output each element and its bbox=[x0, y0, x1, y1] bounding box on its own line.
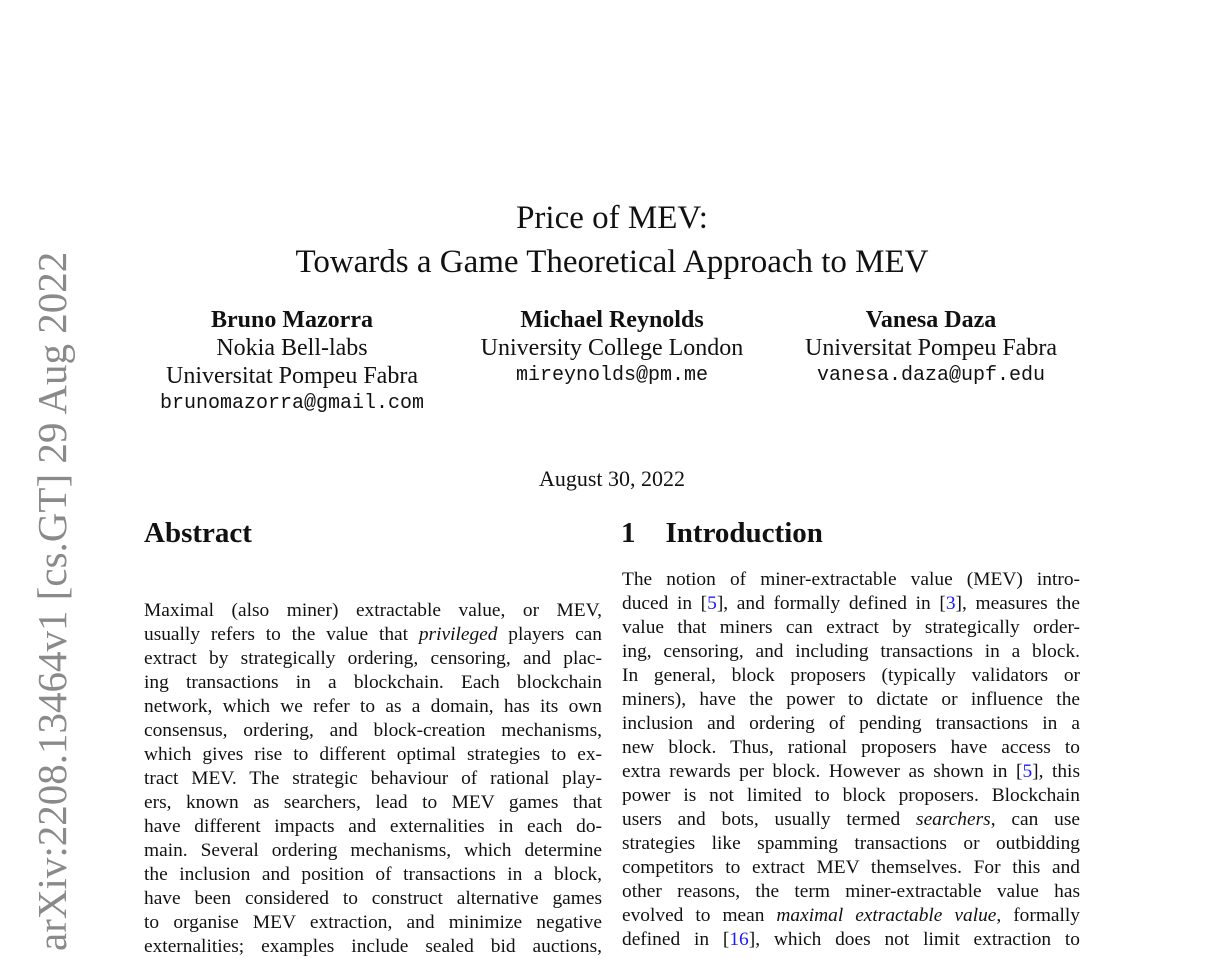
body-text-line: miners), have the power to dictate or influence the bbox=[622, 689, 1080, 710]
body-text-line: competitors to extract MEV themselves. For this and bbox=[622, 857, 1080, 878]
body-text-line: defined in [16], which does not limit extraction to bbox=[622, 929, 1080, 950]
body-text-line: strategies like spamming transactions or outbidding bbox=[622, 833, 1080, 854]
publication-date: August 30, 2022 bbox=[538, 466, 686, 491]
author-block-3 bbox=[781, 306, 1081, 390]
introduction-heading bbox=[621, 515, 823, 551]
author-name: Bruno Mazorra bbox=[211, 307, 373, 333]
author-email[interactable]: vanesa.daza@upf.edu bbox=[816, 364, 1046, 387]
body-text-line: ers, known as searchers, lead to MEV games that bbox=[144, 792, 602, 813]
body-text-line: extra rewards per block. However as shown in [5], this bbox=[622, 761, 1080, 782]
paper-title-line-1: Price of MEV: bbox=[516, 200, 708, 236]
author-affiliation: Nokia Bell-labs bbox=[216, 335, 368, 361]
body-text-line: consensus, ordering, and block-creation mechanisms, bbox=[144, 720, 602, 741]
body-text-line: new block. Thus, rational proposers have access to bbox=[622, 737, 1080, 758]
abstract-heading: Abstract bbox=[144, 517, 252, 549]
body-text-line: inclusion and ordering of pending transactions in a bbox=[622, 713, 1080, 734]
author-name: Vanesa Daza bbox=[865, 307, 997, 333]
body-text-line: ing transactions in a blockchain. Each blockchain bbox=[144, 672, 602, 693]
abstract-body bbox=[144, 599, 602, 959]
body-text-line: power is not limited to block proposers. Blockchain bbox=[622, 785, 1080, 806]
body-text-line: users and bots, usually termed searchers, can use bbox=[622, 809, 1080, 830]
citation-link[interactable]: 3 bbox=[945, 593, 956, 614]
introduction-body bbox=[622, 568, 1080, 952]
body-text-line: tract MEV. The strategic behaviour of rational play- bbox=[144, 768, 602, 789]
author-affiliation: Universitat Pompeu Fabra bbox=[166, 363, 418, 389]
body-text-line: which gives rise to different optimal strategies to ex- bbox=[144, 744, 602, 765]
body-text-line: externalities; examples include sealed bid auctions, bbox=[144, 936, 602, 957]
author-name: Michael Reynolds bbox=[520, 307, 704, 333]
section-number: 1 bbox=[621, 517, 636, 549]
body-text-line: value that miners can extract by strategically order- bbox=[622, 617, 1080, 638]
body-text-line: the inclusion and position of transactions in a block, bbox=[144, 864, 602, 885]
author-email[interactable]: mireynolds@pm.me bbox=[515, 364, 709, 387]
body-text-line: In general, block proposers (typically validators or bbox=[622, 665, 1080, 686]
paper-title-line-2: Towards a Game Theoretical Approach to MEV bbox=[295, 244, 929, 280]
body-text-line: Maximal (also miner) extractable value, or MEV, bbox=[144, 600, 602, 621]
body-text-line: to organise MEV extraction, and minimize negative bbox=[144, 912, 602, 933]
author-affiliation: Universitat Pompeu Fabra bbox=[805, 335, 1057, 361]
section-title: Introduction bbox=[665, 517, 823, 549]
body-text-line: duced in [5], and formally defined in [3], measures the bbox=[622, 593, 1080, 614]
emphasis-text: maximal extractable value bbox=[776, 905, 997, 926]
emphasis-text: searchers bbox=[916, 809, 991, 830]
body-text-line: extract by strategically ordering, censoring, and plac- bbox=[144, 648, 602, 669]
citation-link[interactable]: 16 bbox=[729, 929, 749, 950]
body-text-line: ing, censoring, and including transactions in a block. bbox=[622, 641, 1080, 662]
author-email[interactable]: brunomazorra@gmail.com bbox=[159, 392, 425, 415]
body-text-line: have different impacts and externalities in each do- bbox=[144, 816, 602, 837]
body-text-line: other reasons, the term miner-extractable value has bbox=[622, 881, 1080, 902]
citation-link[interactable]: 5 bbox=[707, 593, 717, 614]
body-text-line: The notion of miner-extractable value (MEV) intro- bbox=[622, 569, 1080, 590]
author-block-2 bbox=[462, 306, 762, 390]
arxiv-identifier-stamp: arXiv:2208.13464v1 [cs.GT] 29 Aug 2022 bbox=[29, 251, 75, 951]
author-affiliation: University College London bbox=[480, 335, 744, 361]
body-text-line: network, which we refer to as a domain, has its own bbox=[144, 696, 602, 717]
author-block-1 bbox=[142, 306, 442, 418]
body-text-line: main. Several ordering mechanisms, which determine bbox=[144, 840, 602, 861]
emphasis-text: privileged bbox=[418, 624, 498, 645]
body-text-line: evolved to mean maximal extractable value, formally bbox=[622, 905, 1080, 926]
body-text-line: have been considered to construct alternative games bbox=[144, 888, 602, 909]
citation-link[interactable]: 5 bbox=[1022, 761, 1033, 782]
body-text-line: usually refers to the value that privileged players can bbox=[144, 624, 602, 645]
